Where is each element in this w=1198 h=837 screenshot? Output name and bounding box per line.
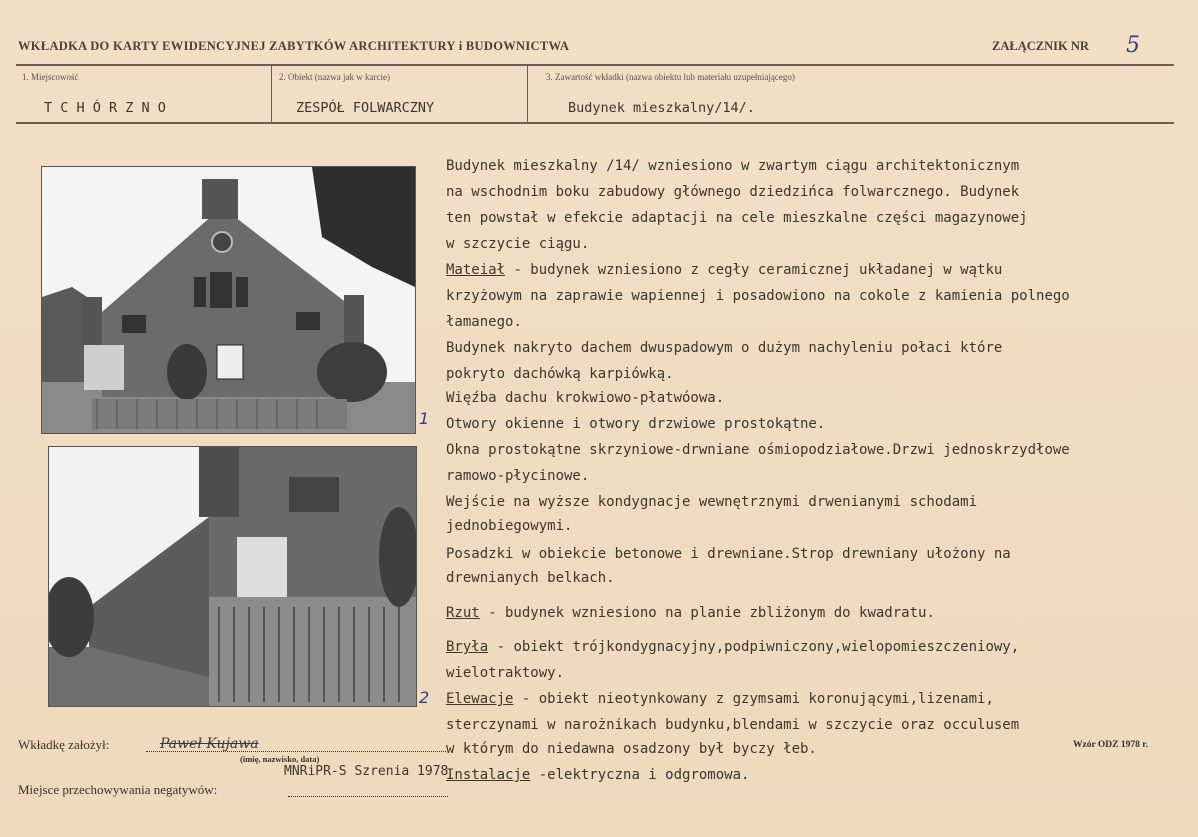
- desc-line: jednobiegowymi.: [446, 518, 573, 534]
- negatives-dotline: [288, 796, 448, 797]
- desc-line: na wschodnim boku zabudowy głównego dziedzińca folwarcznego. Budynek: [446, 184, 1020, 200]
- section-heading-elevations: Elewacje: [446, 691, 514, 707]
- archive-value: MNRiPR-S Szrenia 1978: [284, 764, 449, 779]
- annex-label: ZAŁĄCZNIK NR: [992, 39, 1089, 53]
- header-rule-top: [16, 64, 1174, 66]
- desc-line: Więźba dachu krokwiowo-płatwóowa.: [446, 390, 725, 406]
- object-label: 2. Obiekt (nazwa jak w karcie): [279, 72, 390, 82]
- desc-line: Bryła - obiekt trójkondygnacyjny,podpiwniczony,wielopomieszczeniowy,: [446, 639, 1020, 655]
- section-heading-material: Mateiał: [446, 262, 506, 278]
- desc-line: sterczynami w narożnikach budynku,blendami w szczycie oraz occulusem: [446, 717, 1020, 733]
- negatives-label: Miejsce przechowywania negatywów:: [18, 782, 218, 797]
- desc-line: Otwory okienne i otwory drzwiowe prostokątne.: [446, 416, 826, 432]
- desc-line: łamanego.: [446, 314, 522, 330]
- field-divider-2: [527, 66, 528, 122]
- author-hint: (imię, nazwisko, data): [240, 754, 320, 764]
- desc-line: Elewacje - obiekt nieotynkowany z gzymsami koronującymi,lizenami,: [446, 691, 994, 707]
- author-dotline: [146, 751, 446, 752]
- photo-2-building-side: [48, 446, 417, 707]
- desc-line: w szczycie ciągu.: [446, 236, 590, 252]
- locality-label: 1. Miejscowość: [22, 72, 79, 82]
- card-title: WKŁADKA DO KARTY EWIDENCYJNEJ ZABYTKÓW ARCHITEKTURY i BUDOWNICTWA: [18, 39, 570, 53]
- photo-2-number: 2: [419, 688, 430, 707]
- photo-1-number: 1: [419, 409, 430, 428]
- header-rule-bottom: [16, 122, 1174, 124]
- content-label: 3. Zawartość wkładki (nazwa obiektu lub materiału uzupełniającego): [546, 72, 795, 82]
- section-heading-installations: Instalacje: [446, 767, 531, 783]
- desc-line: krzyżowym na zaprawie wapiennej i posadowiono na cokole z kamienia polnego: [446, 288, 1070, 304]
- author-label: Wkładkę założył:: [18, 737, 110, 752]
- desc-line: Instalacje -elektryczna i odgromowa.: [446, 767, 750, 783]
- desc-line: ramowo-płycinowe.: [446, 468, 590, 484]
- field-divider-1: [271, 66, 272, 122]
- locality-value: T C H Ó R Z N O: [44, 100, 166, 116]
- desc-line: w którym do niedawna osadzony był byczy łeb.: [446, 741, 817, 757]
- desc-line: Posadzki w obiekcie betonowe i drewniane.Strop drewniany ułożony na: [446, 546, 1011, 562]
- desc-line: Budynek nakryto dachem dwuspadowym o dużym nachyleniu połaci które: [446, 340, 1003, 356]
- desc-line: Okna prostokątne skrzyniowe-drwniane ośmiopodziałowe.Drzwi jednoskrzydłowe: [446, 442, 1070, 458]
- content-value: Budynek mieszkalny/14/.: [568, 100, 755, 116]
- desc-line: pokryto dachówką karpiówką.: [446, 366, 674, 382]
- desc-line: Budynek mieszkalny /14/ wzniesiono w zwartym ciągu architektonicznym: [446, 158, 1020, 174]
- form-code: Wzór ODZ 1978 r.: [1073, 740, 1148, 750]
- photo-1-building-gable: [41, 166, 416, 434]
- object-value: ZESPÓŁ FOLWARCZNY: [296, 100, 435, 116]
- annex-number: 5: [1126, 33, 1140, 58]
- desc-line: ten powstał w efekcie adaptacji na cele mieszkalne części magazynowej: [446, 210, 1028, 226]
- section-heading-plan: Rzut: [446, 605, 480, 621]
- desc-line: Wejście na wyższe kondygnacje wewnętrznymi drwenianymi schodami: [446, 494, 978, 510]
- desc-line: Mateiał - budynek wzniesiono z cegły ceramicznej układanej w wątku: [446, 262, 1003, 278]
- author-name: Paweł Kujawa: [160, 736, 259, 752]
- desc-line: Rzut - budynek wzniesiono na planie zbliżonym do kwadratu.: [446, 605, 935, 621]
- desc-line: drewnianych belkach.: [446, 570, 615, 586]
- section-heading-mass: Bryła: [446, 639, 489, 655]
- desc-line: wielotraktowy.: [446, 665, 565, 681]
